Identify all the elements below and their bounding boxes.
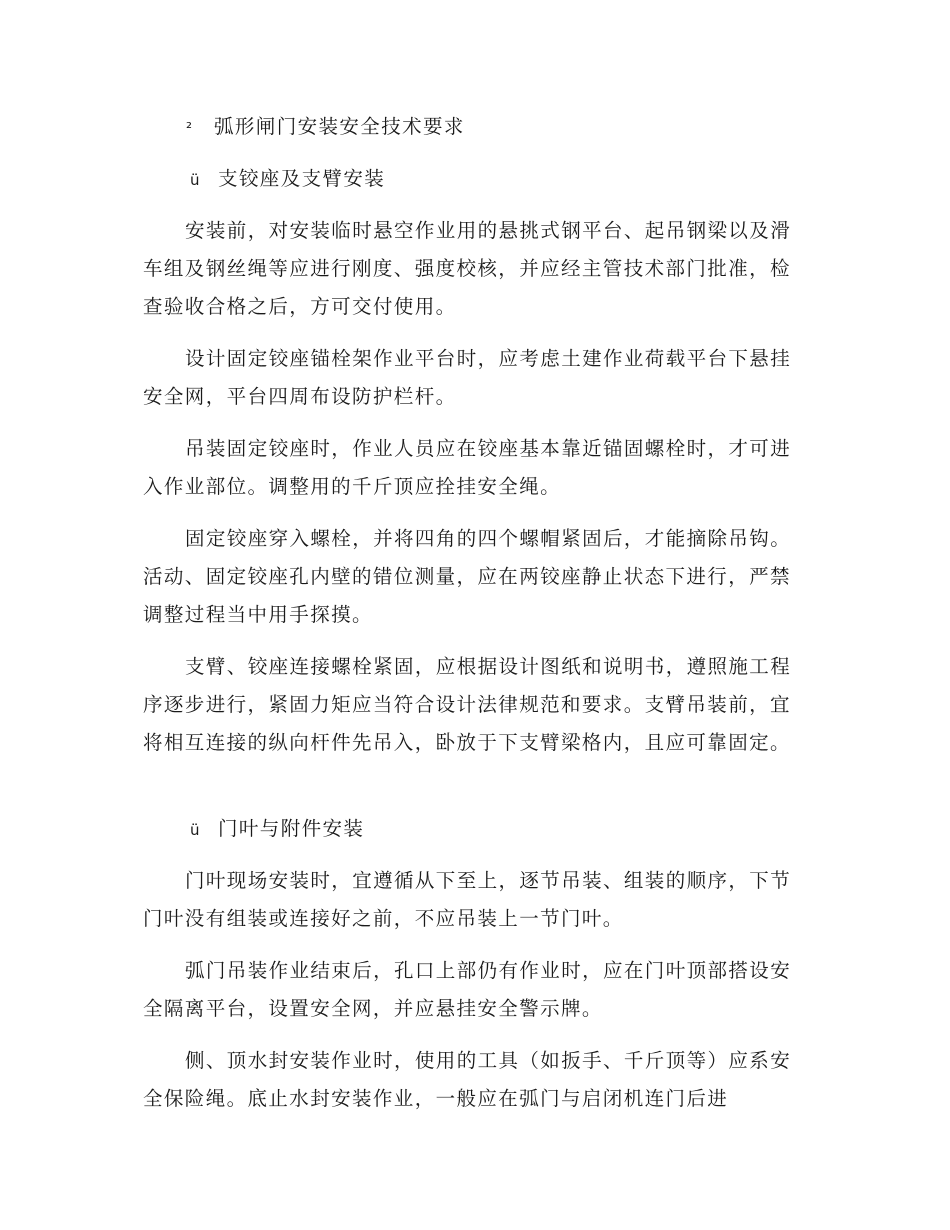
subsection-title: 支铰座及支臂安装 xyxy=(218,167,386,190)
section-heading xyxy=(186,108,786,147)
paragraph: 门叶现场安装时，宜遵循从下至上，逐节吊装、组装的顺序，下节门叶没有组装或连接好之前，不应吊装上一节门叶。 xyxy=(143,869,792,930)
paragraph: 吊装固定铰座时，作业人员应在铰座基本靠近锚固螺栓时，才可进入作业部位。调整用的千斤顶应拴挂安全绳。 xyxy=(143,437,792,498)
paragraph: 固定铰座穿入螺栓，并将四角的四个螺帽紧固后，才能摘除吊钩。活动、固定铰座孔内壁的错位测量，应在两铰座静止状态下进行，严禁调整过程当中用手探摸。 xyxy=(143,527,792,626)
paragraph: 安装前，对安装临时悬空作业用的悬挑式钢平台、起吊钢梁以及滑车组及钢丝绳等应进行刚度、强度校核，并应经主管技术部门批准，检查验收合格之后，方可交付使用。 xyxy=(143,219,792,318)
paragraph: 弧门吊装作业结束后，孔口上部仍有作业时，应在门叶顶部搭设安全隔离平台，设置安全网，并应悬挂安全警示牌。 xyxy=(143,959,792,1020)
subsection-heading-1 xyxy=(190,160,842,199)
paragraph: 支臂、铰座连接螺栓紧固，应根据设计图纸和说明书，遵照施工程序逐步进行，紧固力矩应当符合设计法律规范和要求。支臂吊装前，宜将相互连接的纵向杆件先吊入，卧放于下支臂梁格内，且应可靠固定。 xyxy=(143,655,792,754)
subsection-heading-2 xyxy=(190,810,842,849)
paragraph: 侧、顶水封安装作业时，使用的工具（如扳手、千斤顶等）应系安全保险绳。底止水封安装作业，一般应在弧门与启闭机连门后进 xyxy=(143,1049,792,1110)
subsection-marker: ü xyxy=(190,171,201,189)
section-marker: ² xyxy=(186,119,194,137)
subsection-marker: ü xyxy=(190,821,201,839)
subsection-title: 门叶与附件安装 xyxy=(218,817,365,840)
paragraph: 设计固定铰座锚栓架作业平台时，应考虑土建作业荷载平台下悬挂安全网，平台四周布设防护栏杆。 xyxy=(143,347,792,408)
section-title: 弧形闸门安装安全技术要求 xyxy=(214,115,465,138)
